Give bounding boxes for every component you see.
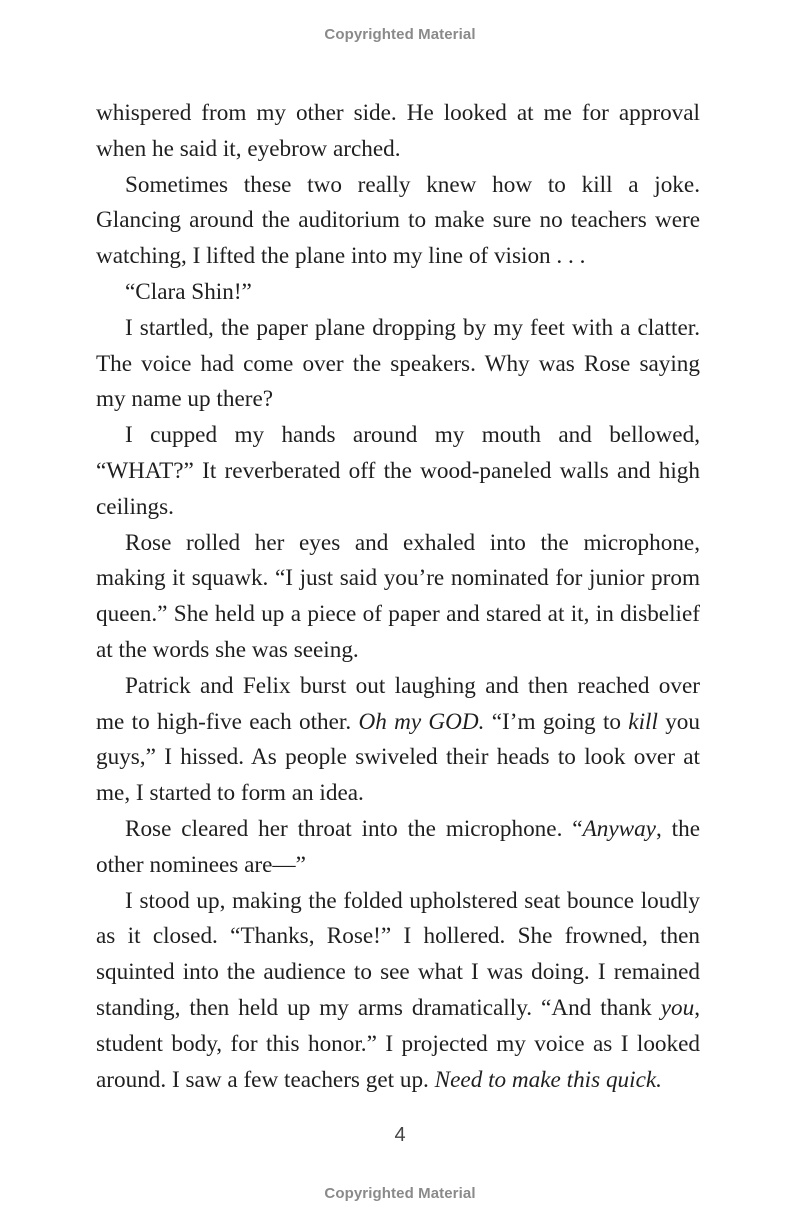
- text-segment: “I’m going to: [484, 708, 629, 735]
- paragraph: [96, 526, 700, 669]
- text-segment: I cupped my hands around my mouth and bellowed, “WHAT?” It reverberated off the wood-paneled walls and high ceilings.: [96, 422, 700, 520]
- italic-text: Need to make this quick.: [434, 1066, 662, 1093]
- paragraph: [96, 168, 700, 275]
- paragraph: [96, 418, 700, 525]
- italic-text: you: [660, 994, 695, 1021]
- text-segment: you guys,” I hissed. As people swiveled their heads to look over at me, I started to form an idea.: [96, 708, 700, 807]
- text-segment: , student body, for this honor.” I projected my voice as I looked around. I saw a few teachers get up.: [96, 994, 700, 1093]
- text-segment: Rose cleared her throat into the microphone. “: [125, 815, 583, 842]
- page-number: 4: [394, 1124, 406, 1146]
- paragraph: [96, 96, 700, 168]
- text-segment: I stood up, making the folded upholstered seat bounce loudly as it closed. “Thanks, Rose!” I hollered. She frowned, then squinted into the audience to see what I was doing. I remained standing, then held up my arms dramatically. “And thank: [96, 887, 700, 1021]
- text-segment: Rose rolled her eyes and exhaled into the microphone, making it squawk. “I just said you’re nominated for junior prom queen.” She held up a piece of paper and stared at it, in disbelief at the words she was seeing.: [96, 529, 700, 663]
- text-segment: I startled, the paper plane dropping by my feet with a clatter. The voice had come over the speakers. Why was Rose saying my name up there?: [96, 314, 700, 413]
- text-segment: , the other nominees are—”: [96, 815, 700, 878]
- italic-text: Oh my GOD.: [358, 708, 485, 735]
- text-segment: whispered from my other side. He looked at me for approval when he said it, eyebrow arched.: [96, 100, 700, 162]
- italic-text: kill: [628, 708, 658, 735]
- text-segment: Patrick and Felix burst out laughing and then reached over me to high-five each other.: [96, 672, 700, 735]
- paragraph: [96, 311, 700, 418]
- paragraph: [96, 884, 700, 1099]
- italic-text: Anyway: [582, 815, 656, 842]
- paragraph: [96, 669, 700, 812]
- copyright-footer: Copyrighted Material: [324, 1185, 476, 1202]
- copyright-header: Copyrighted Material: [324, 26, 476, 43]
- paragraph: [96, 812, 700, 884]
- paragraph: [96, 275, 700, 311]
- text-segment: Sometimes these two really knew how to kill a joke. Glancing around the auditorium to make sure no teachers were watching, I lifted the plane into my line of vision . . .: [96, 171, 700, 270]
- text-segment: “Clara Shin!”: [125, 278, 252, 305]
- body-text: [96, 96, 700, 1098]
